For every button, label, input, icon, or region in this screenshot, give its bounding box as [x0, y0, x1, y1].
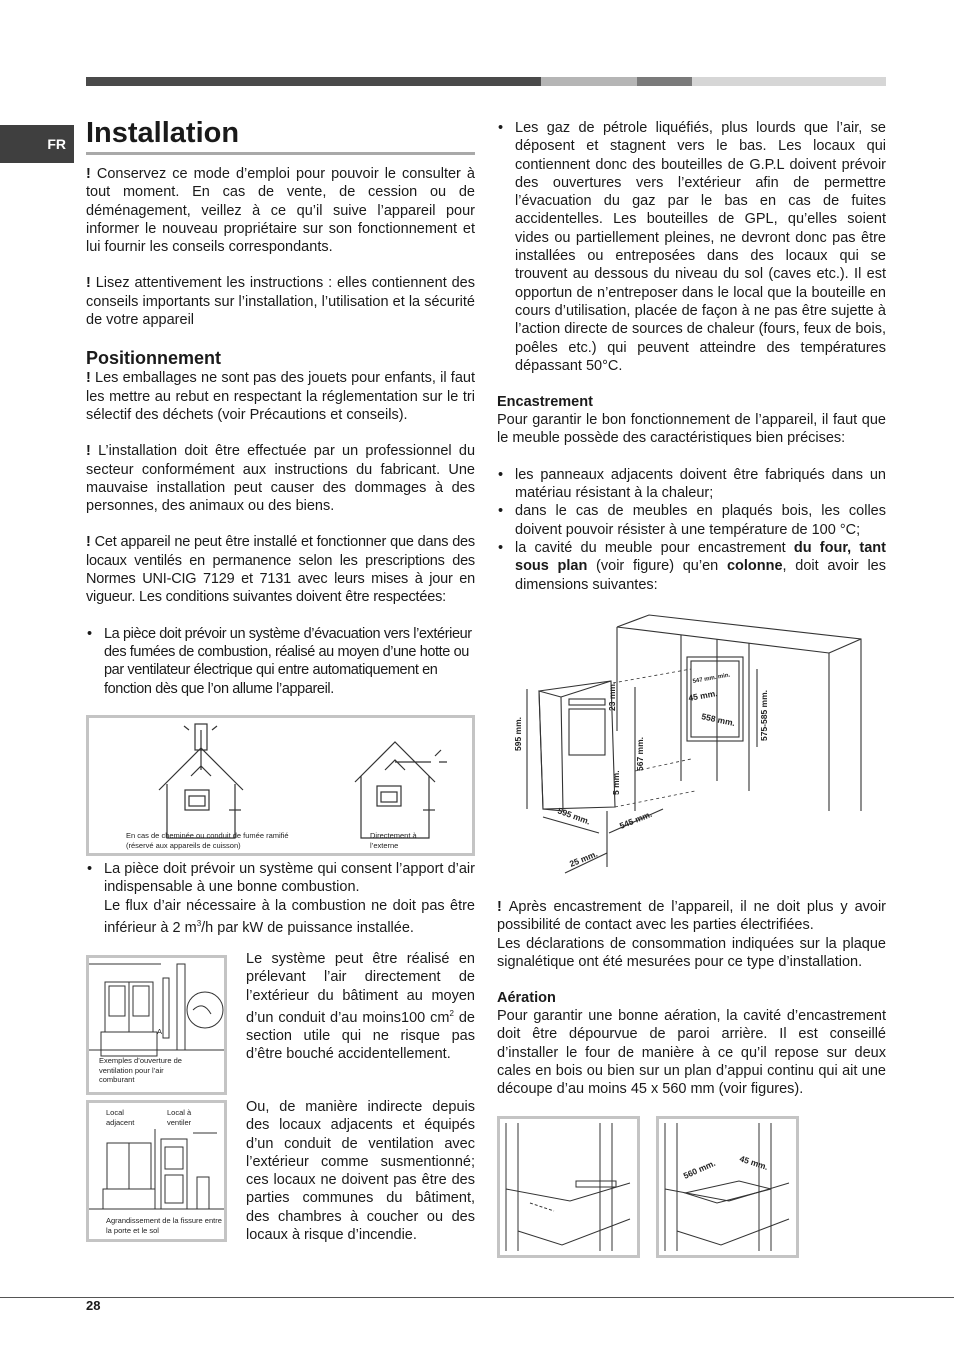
figure-ventilation-opening [86, 955, 227, 1095]
bullet-air-supply [86, 860, 475, 937]
caption-adjacent: Local adjacent [106, 1108, 135, 1127]
figure-cavity-wood-drawing [500, 1119, 637, 1255]
bullet-glue: • dans le cas de meubles en plaqués bois, les colles doivent pouvoir résister à une température de 100 °C; [497, 502, 886, 539]
dim-595-width: 595 mm. [556, 805, 592, 827]
caption-door-gap: Agrandissement de la fissure entre la porte et le sol [106, 1216, 222, 1235]
dim-45: 45 mm. [687, 688, 719, 703]
dim-45-cutout: 45 mm. [738, 1153, 770, 1172]
dim-567: 567 mm. [635, 736, 645, 771]
page-number: 28 [86, 1298, 101, 1313]
dim-595-height: 595 mm. [513, 716, 523, 751]
paragraph-direct-air-text: Le système peut être réalisé en prélevant l’air directement de l’extérieur du bâtiment au moyen d’un conduit d’au moins100 $cm^2$ de section utile qui ne risque pas d’être bouché accidentellement. [246, 951, 475, 1063]
dim-558: 558 mm. [700, 711, 736, 729]
right-column [497, 119, 886, 594]
figure-exhaust [86, 715, 475, 856]
paragraph-professional: ! L’installation doit être effectuée par un professionnel du secteur conformément aux instructions du fabricant. Une mauvaise installation peut causer des dommages à des personnes, des animaux ou des biens. [86, 443, 476, 515]
bullet-lpg: • Les gaz de pétrole liquéfiés, plus lourds que l’air, se déposent et stagnent vers le bas. Les locaux qui contiennent donc des bouteilles de G.P.L doivent prévoir des ouvertures vers l’extérieur afin de permettre l’évacuation du gaz par le bas en cas de fuites accidentelles. Les bouteilles de GPL, qu’elles soient vides ou partiellement pleines, ne devront donc pas être installées ou entreposées dans des locaux qui se trouvent au dessous du niveau du sol (caves etc.). Il est opportun de n’entreposer dans le local que la bouteille en cours d’utilisation, placée de façon à ne pas être sujette à l’action directe de sources de chaleur (fours, feux de bois, poêles etc.) qui peuvent atteindre des températures dépassant 50°C. [497, 119, 886, 375]
heading-positionnement: Positionnement [86, 348, 222, 369]
right-column-lower [497, 898, 886, 1099]
heading-aeration: Aération [497, 990, 556, 1007]
page-title: Installation [86, 114, 475, 155]
figure-cavity-cutout [656, 1116, 799, 1258]
paragraph-packaging: ! Les emballages ne sont pas des jouets pour enfants, il faut les mettre au rebut en respectant la réglementation sur le tri sélectif des déchets (voir Précautions et conseils). [86, 370, 475, 423]
paragraph-read-instructions: ! Lisez attentivement les instructions : elles contiennent des conseils importants sur l’installation, l’utilisation et la sécurité de votre appareil [86, 275, 475, 329]
language-tab: FR [0, 125, 74, 163]
dim-547: 547 mm. min. [692, 672, 731, 685]
paragraph-direct-air [246, 950, 475, 1064]
paragraph-keep-manual: ! Conservez ce mode d’emploi pour pouvoir le consulter à tout moment. En cas de vente, de cession ou de déménagement, veillez à ce qu’il suive l’appareil pour informer le nouveau propriétaire sur son fonctionnement et lui fournir les conseils correspondants. [86, 166, 475, 256]
dim-575-585: 575-585 mm. [759, 689, 769, 741]
caption-room-to-ventilate: Local à ventiler [167, 1108, 192, 1127]
bullet-exhaust: • La pièce doit prévoir un système d’évacuation vers l’extérieur des fumées de combustion, réalisé au moyen d’une hotte ou par ventilateur électrique qui entre automatiquement en fonction dès que l’on allume l’appareil. [86, 625, 475, 698]
dim-5: 5 mm. [611, 770, 621, 795]
paragraph-encastrement: Pour garantir le bon fonctionnement de l’appareil, il faut que le meuble possède des caractéristiques bien précises: [497, 412, 886, 447]
paragraph-after-install: ! Après encastrement de l’appareil, il ne doit plus y avoir possibilité de contact avec les parties électrifiées. [497, 899, 887, 934]
header-bar-light [541, 77, 637, 86]
paragraph-ventilated-rooms: ! Cet appareil ne peut être installé et fonctionner que dans des locaux ventilés en permanence selon les prescriptions des Normes UNI-CIG 7129 et 7131 avec leurs mises à jour en vigueur. Les conditions suivantes doivent être respectées: [86, 534, 475, 606]
figure-cavity-cutout-drawing [659, 1119, 796, 1255]
figure-adjacent-room [86, 1100, 227, 1242]
bullet-heat-resistant: • les panneaux adjacents doivent être fabriqués dans un matériau résistant à la chaleur; [497, 466, 886, 503]
dim-25: 25 mm. [568, 848, 599, 869]
footer-rule [0, 1297, 954, 1298]
paragraph-aeration: Pour garantir une bonne aération, la cavité d’encastrement doit être dépourvue de paroi arrière. Il est conseillé d’installer le four de manière à ce qu’il repose sur deux cales en bois ou bien sur un plan d’appui continu qui ait une découpe d’au moins 45 x 560 mm (voir figures). [497, 1008, 886, 1098]
left-column [86, 165, 475, 698]
bullet-air-supply-b: Le flux d’air nécessaire à la combustion ne doit pas être inférieur à 2 $m^3/h$ par kW de puissance installée. [104, 897, 475, 936]
bullet-air-supply-a: • La pièce doit prévoir un système qui consent l’apport d’air indispensable à une bonne combustion. [86, 860, 475, 897]
paragraph-indirect-air-text: Ou, de manière indirecte depuis des locaux adjacents et équipés d’un conduit de ventilation avec l’extérieur comme susmentionné; ces locaux ne doivent pas être des parties communes du bâtiment, des chambres à coucher ou des locaux à risque d’incendie. [246, 1099, 475, 1244]
dim-545: 545 mm. [618, 808, 654, 831]
figure-dimensions [505, 611, 865, 875]
header-bar-mid [637, 77, 692, 86]
dim-23: 23 mm. [607, 681, 617, 711]
caption-chimney: En cas de cheminée ou conduit de fumée ramifié (réservé aux appareils de cuisson) [126, 831, 289, 850]
figure-cavity-wood-blocks [497, 1116, 640, 1258]
paragraph-indirect-air [246, 1098, 475, 1244]
caption-ventilation-examples: Exemples d’ouverture de ventilation pour l’air comburant [99, 1056, 182, 1084]
header-bar-dark [86, 77, 541, 86]
header-bar-pale [692, 77, 886, 86]
bullet-cavity: • la cavité du meuble pour encastrement du four, tant sous plan (voir figure) qu’en colonne, doit avoir les dimensions suivantes: [497, 539, 886, 594]
dim-560: 560 mm. [681, 1157, 717, 1181]
caption-direct: Directement à l’externe [370, 831, 417, 850]
caption-ventilation-letter: A [157, 1027, 163, 1036]
paragraph-declarations: Les déclarations de consommation indiquées sur la plaque signalétique ont été mesurées pour ce type d’installation. [497, 935, 886, 970]
heading-encastrement: Encastrement [497, 394, 593, 411]
